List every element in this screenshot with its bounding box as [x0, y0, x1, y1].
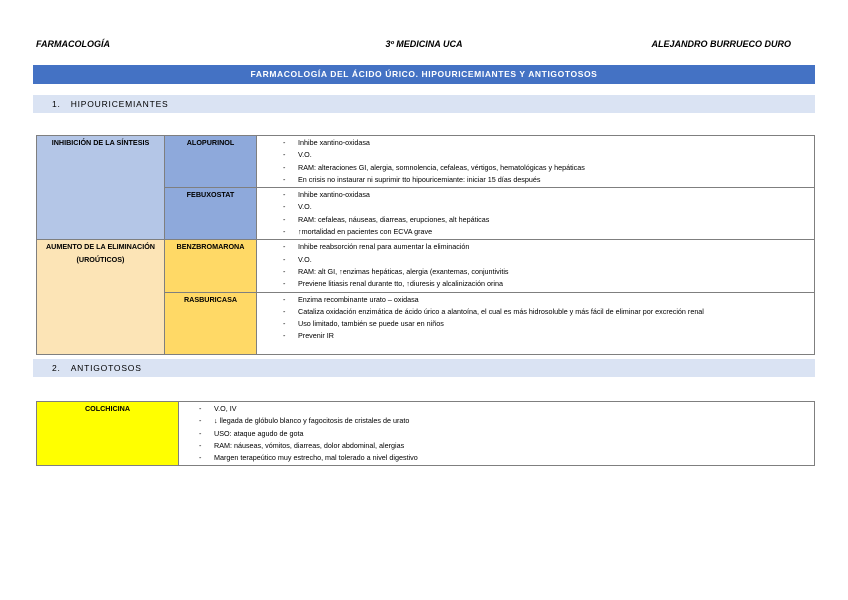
drug-details: [257, 292, 815, 354]
drug-details: [257, 240, 815, 292]
drug-name: ALOPURINOL: [165, 136, 257, 188]
table-row: [37, 402, 815, 466]
list-item: - Inhibe xantino-oxidasa: [261, 137, 810, 149]
drug-name: BENZBROMARONA: [165, 240, 257, 292]
list-item: - Prevenir IR: [261, 330, 810, 342]
list-item: - USO: ataque agudo de gota: [183, 428, 810, 440]
section-number: 2.: [52, 363, 61, 373]
group-label: AUMENTO DE LA ELIMINACIÓN (UROÚTICOS): [37, 240, 165, 354]
list-item: - Inhibe xantino-oxidasa: [261, 189, 810, 201]
list-item: - RAM: cefaleas, náuseas, diarreas, erupciones, alt hepáticas: [261, 214, 810, 226]
table-row: [37, 240, 815, 292]
list-item: - RAM: alteraciones GI, alergia, somnolencia, cefaleas, vértigos, hematológicas y hepáticas: [261, 162, 810, 174]
section-number: 1.: [52, 99, 61, 109]
drug-name: FEBUXOSTAT: [165, 188, 257, 240]
drug-name: COLCHICINA: [37, 402, 179, 466]
list-item: - Margen terapeútico muy estrecho, mal tolerado a nivel digestivo: [183, 452, 810, 464]
group-label: INHIBICIÓN DE LA SÍNTESIS: [37, 136, 165, 240]
list-item: - RAM: náuseas, vómitos, diarreas, dolor abdominal, alergias: [183, 440, 810, 452]
header-course: 3º MEDICINA UCA: [385, 39, 463, 49]
list-item: - V.O.: [261, 149, 810, 161]
antigotosos-table: [36, 401, 815, 466]
header-subject: FARMACOLOGÍA: [36, 39, 110, 49]
section-label: HIPOURICEMIANTES: [70, 99, 169, 109]
drug-details: [257, 136, 815, 188]
list-item: - En crisis no instaurar ni suprimir tto hipouricemiante: iniciar 15 días después: [261, 174, 810, 186]
document-title: FARMACOLOGÍA DEL ÁCIDO ÚRICO. HIPOURICEMIANTES Y ANTIGOTOSOS: [33, 65, 815, 84]
header-author: ALEJANDRO BURRUECO DURO: [651, 39, 791, 49]
list-item: - Inhibe reabsorción renal para aumentar la eliminación: [261, 241, 810, 253]
list-item: - V.O.: [261, 254, 810, 266]
list-item: - V.O, IV: [183, 403, 810, 415]
section-antigotosos-heading: [33, 359, 815, 377]
drug-details: [179, 402, 815, 466]
hipouricemiantes-table: [36, 135, 815, 355]
list-item: - Previene litiasis renal durante tto, ↑diuresis y alcalinización orina: [261, 278, 810, 290]
drug-name: RASBURICASA: [165, 292, 257, 354]
list-item: - ↓ llegada de glóbulo blanco y fagocitosis de cristales de urato: [183, 415, 810, 427]
drug-details: [257, 188, 815, 240]
list-item: - ↑mortalidad en pacientes con ECVA grave: [261, 226, 810, 238]
list-item: - V.O.: [261, 201, 810, 213]
list-item: - Uso limitado, también se puede usar en niños: [261, 318, 810, 330]
list-item: - RAM: alt GI, ↑enzimas hepáticas, alergia (exantemas, conjuntivitis: [261, 266, 810, 278]
section-hipouricemiantes-heading: [33, 95, 815, 113]
list-item: - Enzima recombinante urato – oxidasa: [261, 294, 810, 306]
list-item: - Cataliza oxidación enzimática de ácido úrico a alantoína, el cual es más hidrosoluble y más fácil de eliminar por excreción renal: [261, 306, 810, 318]
table-row: [37, 136, 815, 188]
section-label: ANTIGOTOSOS: [70, 363, 142, 373]
